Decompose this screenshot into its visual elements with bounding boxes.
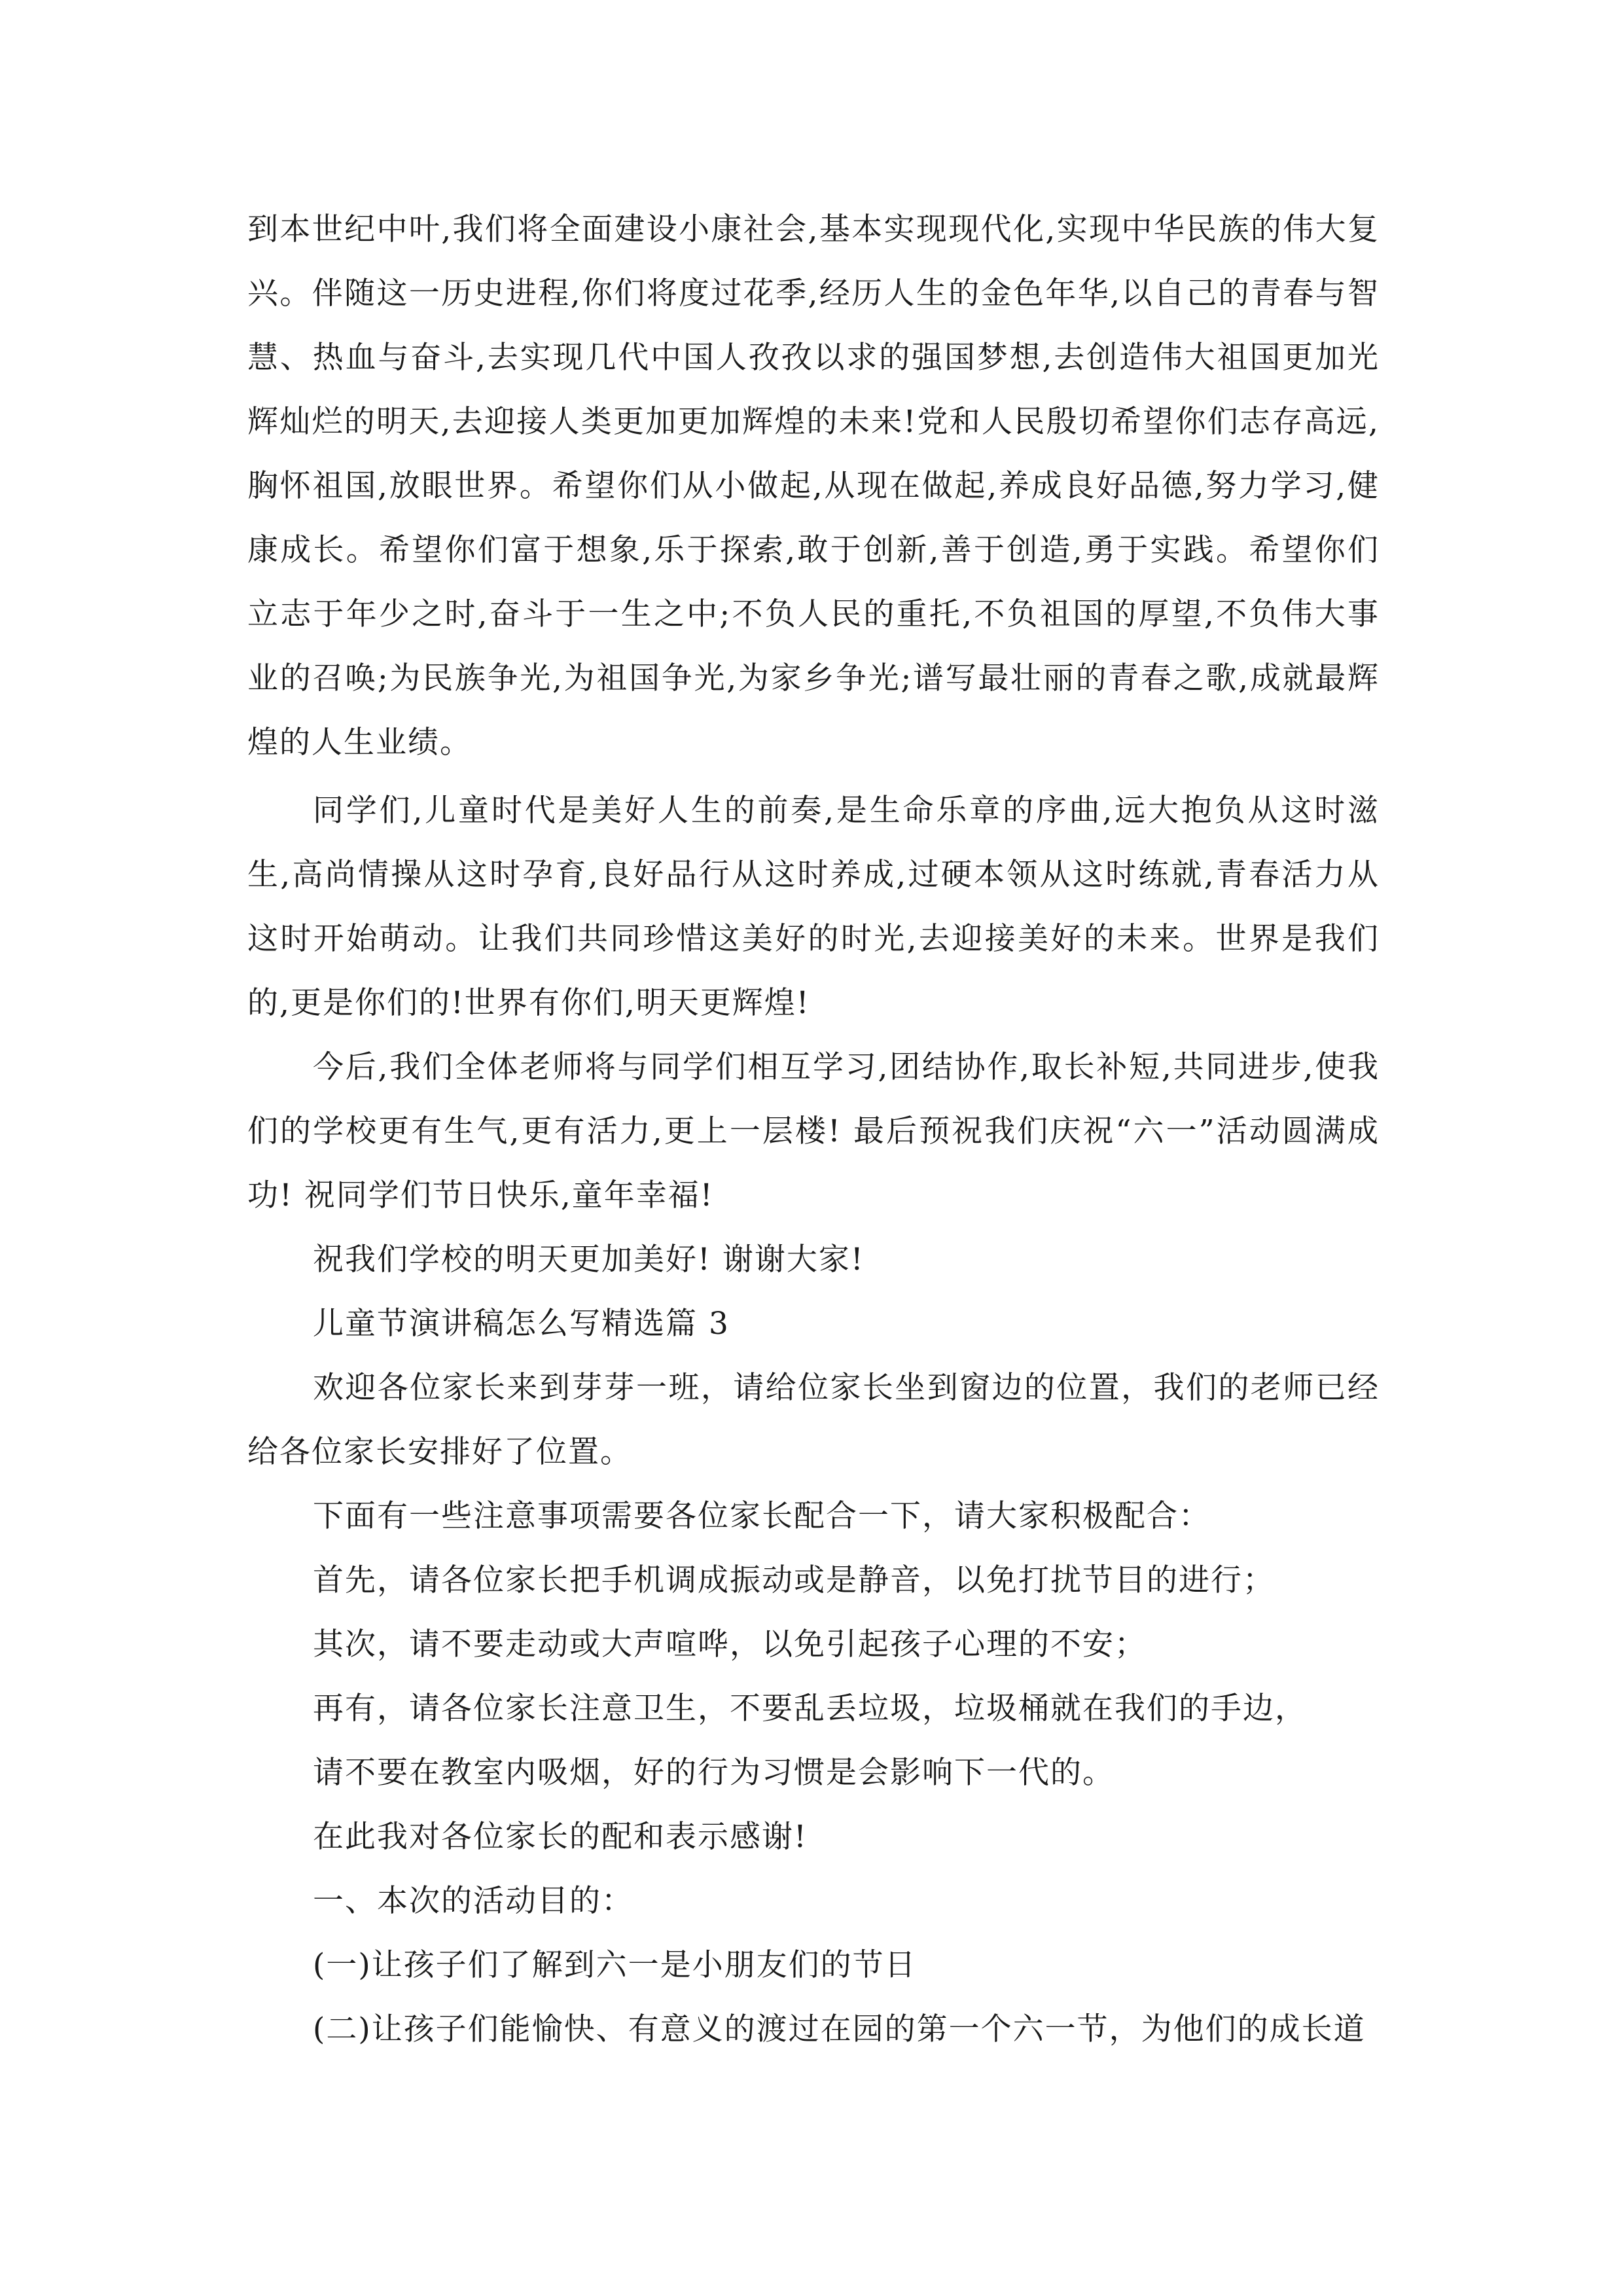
paragraph-7: 下面有一些注意事项需要各位家长配合一下，请大家积极配合： <box>313 1498 1211 1534</box>
paragraph-1: 到本世纪中叶,我们将全面建设小康社会,基本实现现代化,实现中华民族的伟大复兴。伴随这一历史进程,你们将度过花季,经历人生的金色年华,以自己的青春与智慧、热血与奋斗,去实现几代中国人孜孜以求的强国梦想,去创造伟大祖国更加光辉灿烂的明天,去迎接人类更加更加辉煌的未来!党和人民殷切希望你们志存高远,胸怀祖国,放眼世界。希望你们从小做起,从现在做起,养成良好品德,努力学习,健康成长。希望你们富于想象,乐于探索,敢于创新,善于创造,勇于实践。希望你们立志于年少之时,奋斗于一生之中;不负人民的重托,不负祖国的厚望,不负伟大事业的召唤;为民族争光,为祖国争光,为家乡争光;谱写最壮丽的青春之歌,成就最辉煌的人生业绩。 <box>247 211 1380 761</box>
list-item-1: (一)让孩子们了解到六一是小朋友们的节日 <box>313 1947 917 1983</box>
paragraph-4: 祝我们学校的明天更加美好! 谢谢大家! <box>313 1242 865 1278</box>
paragraph-10: 再有，请各位家长注意卫生，不要乱丢垃圾，垃圾桶就在我们的手边， <box>313 1691 1307 1727</box>
paragraph-11: 请不要在教室内吸烟，好的行为习惯是会影响下一代的。 <box>313 1755 1115 1791</box>
paragraph-9: 其次，请不要走动或大声喧哗，以免引起孩子心理的不安； <box>313 1626 1147 1662</box>
paragraph-12: 在此我对各位家长的配和表示感谢! <box>313 1819 808 1855</box>
paragraph-3: 今后,我们全体老师将与同学们相互学习,团结协作,取长补短,共同进步,使我们的学校更有生气,更有活力,更上一层楼! 最后预祝我们庆祝“六一”活动圆满成功! 祝同学们节日快乐,童年幸福! <box>247 1049 1380 1213</box>
paragraph-2: 同学们,儿童时代是美好人生的前奏,是生命乐章的序曲,远大抱负从这时滋生,高尚情操从这时孕育,良好品行从这时养成,过硬本领从这时练就,青春活力从这时开始萌动。让我们共同珍惜这美好的时光,去迎接美好的未来。世界是我们的,更是你们的!世界有你们,明天更辉煌! <box>247 793 1380 1021</box>
paragraph-8: 首先，请各位家长把手机调成振动或是静音，以免打扰节目的进行； <box>313 1562 1275 1598</box>
section-heading: 儿童节演讲稿怎么写精选篇 3 <box>313 1306 730 1342</box>
list-item-2: (二)让孩子们能愉快、有意义的渡过在园的第一个六一节，为他们的成长道 <box>313 2011 1366 2047</box>
paragraph-6: 欢迎各位家长来到芽芽一班，请给位家长坐到窗边的位置，我们的老师已经给各位家长安排好了位置。 <box>247 1370 1380 1470</box>
list-heading: 一、本次的活动目的： <box>313 1883 633 1919</box>
document-body <box>247 198 1380 2062</box>
